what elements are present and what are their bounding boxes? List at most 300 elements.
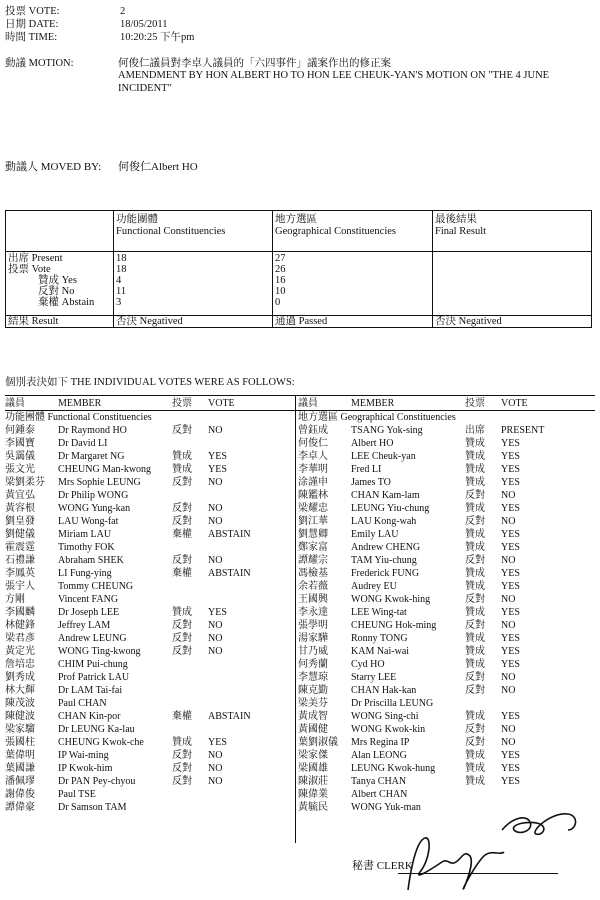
member-name-english: WONG Kwok-kin [351, 724, 426, 735]
vote-chinese: 贊成 [465, 607, 485, 618]
vote-english: NO [208, 646, 223, 657]
vote-english: NO [501, 594, 516, 605]
final-result-header-en: Final Result [435, 226, 487, 237]
vote-chinese: 反對 [172, 763, 192, 774]
member-name-english: Miriam LAU [58, 529, 112, 540]
member-name-chinese: 詹培忠 [5, 659, 35, 670]
col-header-vote-en-right: VOTE [501, 398, 528, 409]
vote-chinese: 反對 [465, 555, 485, 566]
member-name-chinese: 梁家騮 [5, 724, 35, 735]
vote-english: YES [501, 607, 520, 618]
member-name-english: Alan LEONG [351, 750, 407, 761]
geographical-member-row [298, 763, 586, 776]
vote-chinese: 反對 [172, 633, 192, 644]
vote-english: NO [208, 776, 223, 787]
vote-english: YES [501, 750, 520, 761]
member-name-english: Dr LEUNG Ka-lau [58, 724, 135, 735]
geographical-member-row [298, 776, 586, 789]
vote-chinese: 贊成 [465, 659, 485, 670]
signature-line [398, 873, 558, 874]
time-label: 時間 TIME: [5, 32, 58, 43]
vote-chinese: 反對 [172, 776, 192, 787]
functional-header-en: Functional Constituencies [116, 226, 226, 237]
functional-member-row [5, 724, 293, 737]
vote-chinese: 反對 [465, 724, 485, 735]
member-name-english: IP Kwok-him [58, 763, 113, 774]
member-name-english: CHEUNG Man-kwong [58, 464, 152, 475]
row-label-present: 出席 Present [8, 253, 63, 264]
vote-english: NO [208, 763, 223, 774]
geographical-member-row [298, 581, 586, 594]
member-name-chinese: 黃定光 [5, 646, 35, 657]
member-name-chinese: 葉偉明 [5, 750, 35, 761]
member-name-chinese: 何秀蘭 [298, 659, 328, 670]
vote-english: PRESENT [501, 425, 545, 436]
member-name-chinese: 湯家驊 [298, 633, 328, 644]
vote-english: YES [501, 542, 520, 553]
member-name-english: WONG Sing-chi [351, 711, 419, 722]
member-name-chinese: 余若薇 [298, 581, 328, 592]
member-name-chinese: 黃成智 [298, 711, 328, 722]
member-name-chinese: 涂謹申 [298, 477, 328, 488]
member-name-chinese: 林大輝 [5, 685, 35, 696]
vote-label: 投票 VOTE: [5, 6, 60, 17]
functional-member-row [5, 555, 293, 568]
geographical-yes: 16 [275, 275, 286, 286]
vote-english: YES [501, 464, 520, 475]
member-name-english: WONG Ting-kwong [58, 646, 141, 657]
summary-table [5, 210, 592, 328]
functional-member-row [5, 607, 293, 620]
member-name-chinese: 黃容根 [5, 503, 35, 514]
member-name-chinese: 方剛 [5, 594, 25, 605]
motion-title-english: AMENDMENT BY HON ALBERT HO TO HON LEE CHEUK-YAN'S MOTION ON "THE 4 JUNE INCIDENT" [118, 70, 550, 94]
member-name-chinese: 葉國謙 [5, 763, 35, 774]
functional-member-row [5, 685, 293, 698]
member-name-chinese: 陳偉業 [298, 789, 328, 800]
col-header-vote-cn: 投票 [172, 398, 192, 409]
member-name-english: Dr PAN Pey-chyou [58, 776, 136, 787]
functional-member-row [5, 620, 293, 633]
geographical-member-row [298, 594, 586, 607]
vote-english: YES [208, 464, 227, 475]
member-name-chinese: 劉慧卿 [298, 529, 328, 540]
functional-member-row [5, 646, 293, 659]
vote-chinese: 反對 [172, 750, 192, 761]
member-name-english: Ronny TONG [351, 633, 408, 644]
geographical-member-row [298, 672, 586, 685]
vote-chinese: 反對 [465, 516, 485, 527]
geographical-member-row [298, 659, 586, 672]
member-name-chinese: 何鍾泰 [5, 425, 35, 436]
vote-chinese: 反對 [465, 737, 485, 748]
member-name-english: Dr Priscilla LEUNG [351, 698, 434, 709]
vote-chinese: 贊成 [465, 464, 485, 475]
geographical-abstain: 0 [275, 297, 281, 308]
functional-vote: 18 [116, 264, 127, 275]
member-name-chinese: 劉秀成 [5, 672, 35, 683]
functional-member-row [5, 425, 293, 438]
functional-member-row [5, 711, 293, 724]
member-name-english: Audrey EU [351, 581, 397, 592]
vote-chinese: 贊成 [465, 542, 485, 553]
vote-english: YES [208, 607, 227, 618]
motion-label: 動議 MOTION: [5, 58, 74, 69]
functional-member-row [5, 529, 293, 542]
geographical-vote: 26 [275, 264, 286, 275]
member-name-chinese: 何俊仁 [298, 438, 328, 449]
member-name-chinese: 譚耀宗 [298, 555, 328, 566]
functional-member-row [5, 438, 293, 451]
functional-member-row [5, 490, 293, 503]
member-name-chinese: 張宇人 [5, 581, 35, 592]
col-header-member-cn-right: 議員 [298, 398, 318, 409]
member-name-english: Prof Patrick LAU [58, 672, 130, 683]
vote-chinese: 贊成 [465, 568, 485, 579]
member-name-english: Dr LAM Tai-fai [58, 685, 123, 696]
vote-english: YES [501, 438, 520, 449]
moved-by-value: 何俊仁Albert HO [118, 161, 198, 173]
member-name-english: Dr Philip WONG [58, 490, 129, 501]
member-name-english: CHAN Kin-por [58, 711, 121, 722]
member-name-english: Starry LEE [351, 672, 397, 683]
geographical-member-row [298, 607, 586, 620]
member-name-english: Cyd HO [351, 659, 385, 670]
geographical-member-row [298, 620, 586, 633]
member-name-english: Paul TSE [58, 789, 96, 800]
vote-english: YES [501, 451, 520, 462]
vote-chinese: 出席 [465, 425, 485, 436]
geographical-member-row [298, 451, 586, 464]
member-name-chinese: 梁君彥 [5, 633, 35, 644]
functional-no: 11 [116, 286, 127, 297]
member-name-chinese: 梁美芬 [298, 698, 328, 709]
functional-member-row [5, 581, 293, 594]
vote-chinese: 贊成 [465, 763, 485, 774]
member-name-chinese: 石禮謙 [5, 555, 35, 566]
member-name-english: Albert CHAN [351, 789, 408, 800]
vote-english: YES [501, 711, 520, 722]
vote-chinese: 反對 [172, 477, 192, 488]
geographical-member-row [298, 438, 586, 451]
functional-yes: 4 [116, 275, 122, 286]
functional-member-row [5, 776, 293, 789]
member-name-english: James TO [351, 477, 391, 488]
functional-section-heading: 功能團體 Functional Constituencies [5, 412, 152, 423]
geographical-member-row [298, 737, 586, 750]
vote-chinese: 贊成 [172, 464, 192, 475]
vote-english: YES [501, 633, 520, 644]
member-name-chinese: 李鳳英 [5, 568, 35, 579]
col-header-vote-en: VOTE [208, 398, 235, 409]
member-name-chinese: 黃宜弘 [5, 490, 35, 501]
vote-english: ABSTAIN [208, 529, 251, 540]
member-name-chinese: 馮檢基 [298, 568, 328, 579]
vote-chinese: 贊成 [465, 750, 485, 761]
vote-english: NO [208, 750, 223, 761]
member-name-chinese: 李永達 [298, 607, 328, 618]
vote-chinese: 贊成 [465, 477, 485, 488]
vote-chinese: 贊成 [172, 607, 192, 618]
vote-english: YES [501, 568, 520, 579]
member-name-english: IP Wai-ming [58, 750, 109, 761]
functional-result: 否決 Negatived [116, 316, 183, 327]
functional-member-row [5, 763, 293, 776]
vote-english: YES [208, 451, 227, 462]
member-name-english: CHIM Pui-chung [58, 659, 128, 670]
member-name-english: Andrew CHENG [351, 542, 421, 553]
vote-chinese: 反對 [465, 620, 485, 631]
date-label: 日期 DATE: [5, 19, 59, 30]
vote-english: NO [208, 503, 223, 514]
member-name-chinese: 潘佩璆 [5, 776, 35, 787]
geographical-member-row [298, 568, 586, 581]
member-name-chinese: 李慧琼 [298, 672, 328, 683]
vote-chinese: 反對 [465, 672, 485, 683]
geographical-member-row [298, 750, 586, 763]
vote-chinese: 反對 [172, 646, 192, 657]
geographical-member-row [298, 516, 586, 529]
functional-member-row [5, 503, 293, 516]
vote-english: NO [501, 724, 516, 735]
row-label-vote: 投票 Vote [8, 264, 51, 275]
geographical-member-row [298, 464, 586, 477]
member-name-english: Emily LAU [351, 529, 399, 540]
vote-english: YES [501, 763, 520, 774]
vote-chinese: 棄權 [172, 529, 192, 540]
geographical-member-row [298, 477, 586, 490]
functional-member-row [5, 516, 293, 529]
vote-english: NO [208, 555, 223, 566]
member-name-english: CHAN Kam-lam [351, 490, 420, 501]
vote-english: ABSTAIN [208, 568, 251, 579]
vote-english: NO [501, 555, 516, 566]
member-name-english: WONG Yung-kan [58, 503, 131, 514]
member-name-chinese: 陳健波 [5, 711, 35, 722]
member-name-chinese: 曾鈺成 [298, 425, 328, 436]
date-value: 18/05/2011 [120, 19, 168, 30]
vote-english: YES [208, 737, 227, 748]
member-name-english: Dr Raymond HO [58, 425, 127, 436]
vote-chinese: 贊成 [465, 451, 485, 462]
row-label-abstain: 棄權 Abstain [38, 297, 95, 308]
member-name-english: Vincent FANG [58, 594, 119, 605]
vote-chinese: 反對 [172, 503, 192, 514]
vote-english: NO [208, 425, 223, 436]
member-name-english: LI Fung-ying [58, 568, 112, 579]
member-name-chinese: 劉江華 [298, 516, 328, 527]
vote-english: NO [208, 477, 223, 488]
geographical-votes-list [298, 412, 586, 815]
member-name-english: LEUNG Yiu-chung [351, 503, 430, 514]
functional-member-row [5, 464, 293, 477]
member-name-chinese: 陳淑莊 [298, 776, 328, 787]
vote-chinese: 反對 [465, 685, 485, 696]
vote-chinese: 贊成 [465, 438, 485, 449]
functional-member-row [5, 737, 293, 750]
vote-english: NO [501, 490, 516, 501]
vote-chinese: 贊成 [465, 646, 485, 657]
member-name-english: Frederick FUNG [351, 568, 420, 579]
row-label-result: 結果 Result [8, 316, 59, 327]
member-name-chinese: 張國柱 [5, 737, 35, 748]
geographical-member-row [298, 529, 586, 542]
member-name-english: TSANG Yok-sing [351, 425, 423, 436]
member-name-english: Dr Margaret NG [58, 451, 125, 462]
member-name-chinese: 陳茂波 [5, 698, 35, 709]
geographical-member-row [298, 698, 586, 711]
clerk-signature [390, 800, 590, 895]
member-name-english: Mrs Sophie LEUNG [58, 477, 141, 488]
vote-english: NO [501, 620, 516, 631]
member-name-chinese: 王國興 [298, 594, 328, 605]
member-name-english: TAM Yiu-chung [351, 555, 417, 566]
member-name-english: Dr Samson TAM [58, 802, 127, 813]
geographical-member-row [298, 685, 586, 698]
vote-chinese: 反對 [172, 620, 192, 631]
moved-by-label: 動議人 MOVED BY: [5, 161, 102, 173]
vote-english: NO [208, 620, 223, 631]
geographical-header-cn: 地方選區 [275, 214, 317, 225]
vote-chinese: 棄權 [172, 711, 192, 722]
geographical-no: 10 [275, 286, 286, 297]
vote-english: NO [501, 737, 516, 748]
member-name-chinese: 霍震霆 [5, 542, 35, 553]
vote-english: YES [501, 581, 520, 592]
row-label-no: 反對 No [38, 286, 75, 297]
functional-votes-list [5, 412, 293, 815]
member-name-english: Paul CHAN [58, 698, 107, 709]
vote-english: YES [501, 646, 520, 657]
vote-english: YES [501, 477, 520, 488]
clerk-label: 秘書 CLERK [352, 860, 413, 872]
member-name-chinese: 謝偉俊 [5, 789, 35, 800]
functional-member-row [5, 750, 293, 763]
time-value: 10:20:25 下午pm [120, 32, 195, 43]
member-name-chinese: 葉劉淑儀 [298, 737, 338, 748]
individual-votes-title: 個別表決如下 THE INDIVIDUAL VOTES WERE AS FOLLOWS: [5, 377, 295, 388]
member-name-english: Tanya CHAN [351, 776, 407, 787]
member-name-english: KAM Nai-wai [351, 646, 410, 657]
geographical-member-row [298, 490, 586, 503]
geographical-member-row [298, 711, 586, 724]
member-name-english: CHEUNG Kwok-che [58, 737, 144, 748]
member-name-english: Mrs Regina IP [351, 737, 410, 748]
vote-english: YES [501, 529, 520, 540]
geographical-member-row [298, 724, 586, 737]
member-name-english: Andrew LEUNG [58, 633, 127, 644]
member-name-english: WONG Yuk-man [351, 802, 421, 813]
member-name-english: Jeffrey LAM [58, 620, 111, 631]
functional-member-row [5, 672, 293, 685]
final-result-header-cn: 最後結果 [435, 214, 477, 225]
member-name-english: CHAN Hak-kan [351, 685, 417, 696]
motion-title-chinese: 何俊仁議員對李卓人議員的「六四事件」議案作出的修正案 [118, 58, 391, 69]
member-name-english: LAU Kong-wah [351, 516, 417, 527]
functional-abstain: 3 [116, 297, 122, 308]
member-name-chinese: 陳克勤 [298, 685, 328, 696]
member-name-chinese: 劉皇發 [5, 516, 35, 527]
member-name-english: LAU Wong-fat [58, 516, 119, 527]
vote-chinese: 贊成 [172, 451, 192, 462]
functional-member-row [5, 789, 293, 802]
member-name-english: Albert HO [351, 438, 394, 449]
member-name-chinese: 吳靄儀 [5, 451, 35, 462]
member-name-chinese: 甘乃威 [298, 646, 328, 657]
member-name-chinese: 李卓人 [298, 451, 328, 462]
vote-chinese: 贊成 [172, 737, 192, 748]
vote-chinese: 反對 [172, 555, 192, 566]
col-header-member-cn: 議員 [5, 398, 25, 409]
geographical-header-en: Geographical Constituencies [275, 226, 397, 237]
vote-english: NO [501, 516, 516, 527]
member-name-english: Abraham SHEK [58, 555, 124, 566]
vote-chinese: 反對 [172, 516, 192, 527]
geographical-member-row [298, 425, 586, 438]
functional-member-row [5, 477, 293, 490]
vote-chinese: 贊成 [465, 633, 485, 644]
member-name-chinese: 張學明 [298, 620, 328, 631]
member-name-english: Timothy FOK [58, 542, 115, 553]
vote-chinese: 贊成 [465, 711, 485, 722]
geographical-member-row [298, 503, 586, 516]
member-name-english: Fred LI [351, 464, 382, 475]
functional-member-row [5, 451, 293, 464]
member-name-english: CHEUNG Hok-ming [351, 620, 437, 631]
member-name-chinese: 林健鋒 [5, 620, 35, 631]
member-name-english: Dr David LI [58, 438, 108, 449]
vote-chinese: 贊成 [465, 581, 485, 592]
member-name-chinese: 劉健儀 [5, 529, 35, 540]
col-header-member-en-right: MEMBER [351, 398, 395, 409]
vote-chinese: 反對 [465, 594, 485, 605]
vote-number: 2 [120, 6, 126, 17]
functional-member-row [5, 568, 293, 581]
member-name-english: WONG Kwok-hing [351, 594, 431, 605]
vote-english: NO [501, 685, 516, 696]
vote-chinese: 棄權 [172, 568, 192, 579]
functional-member-row [5, 659, 293, 672]
member-name-chinese: 陳鑑林 [298, 490, 328, 501]
member-name-chinese: 梁劉柔芬 [5, 477, 45, 488]
geographical-member-row [298, 633, 586, 646]
member-name-chinese: 張文光 [5, 464, 35, 475]
member-name-english: LEUNG Kwok-hung [351, 763, 436, 774]
functional-member-row [5, 542, 293, 555]
member-name-chinese: 梁國雄 [298, 763, 328, 774]
functional-present: 18 [116, 253, 127, 264]
row-label-yes: 贊成 Yes [38, 275, 77, 286]
geographical-result: 通過 Passed [275, 316, 328, 327]
vote-english: NO [208, 516, 223, 527]
member-name-chinese: 李國麟 [5, 607, 35, 618]
geographical-member-row [298, 555, 586, 568]
functional-member-row [5, 633, 293, 646]
member-name-chinese: 鄭家富 [298, 542, 328, 553]
functional-member-row [5, 698, 293, 711]
member-name-chinese: 梁耀忠 [298, 503, 328, 514]
functional-member-row [5, 802, 293, 815]
vote-english: ABSTAIN [208, 711, 251, 722]
member-name-chinese: 黃毓民 [298, 802, 328, 813]
member-name-chinese: 李華明 [298, 464, 328, 475]
vote-chinese: 反對 [172, 425, 192, 436]
member-name-chinese: 李國寶 [5, 438, 35, 449]
col-header-vote-cn-right: 投票 [465, 398, 485, 409]
member-name-chinese: 譚偉豪 [5, 802, 35, 813]
member-name-english: LEE Cheuk-yan [351, 451, 416, 462]
member-name-english: Dr Joseph LEE [58, 607, 120, 618]
